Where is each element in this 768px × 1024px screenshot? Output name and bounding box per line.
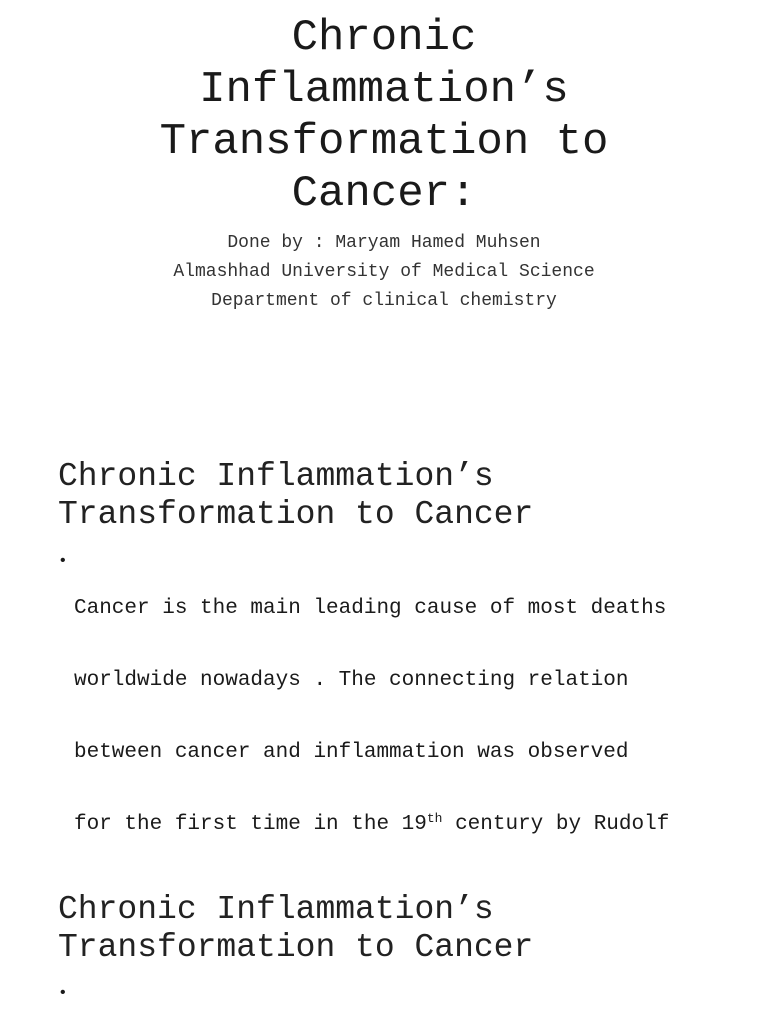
department-line: Department of clinical chemistry bbox=[211, 291, 557, 311]
bullet-line-part: for the first time in the 19 bbox=[74, 813, 427, 836]
content-slide bbox=[0, 860, 768, 1024]
presentation-subtitle bbox=[84, 229, 684, 316]
university-line: Almashhad University of Medical Science bbox=[173, 262, 595, 282]
bullet-marker: • bbox=[58, 984, 68, 1002]
bullet-marker: • bbox=[58, 552, 68, 570]
heading-line: Transformation to Cancer bbox=[58, 929, 534, 966]
heading-line: Chronic Inflammation’s bbox=[58, 458, 494, 495]
author-line: Done by : Maryam Hamed Muhsen bbox=[227, 233, 541, 253]
bullet-text bbox=[74, 981, 738, 1024]
bullet-line: between cancer and inflammation was observed bbox=[74, 741, 629, 764]
content-slide bbox=[0, 430, 768, 860]
bullet-line: Cancer is the main leading cause of most deaths bbox=[74, 597, 667, 620]
title-line: Cancer: bbox=[291, 169, 477, 219]
title-line: Transformation to bbox=[159, 117, 609, 167]
bullet-item bbox=[58, 981, 738, 1024]
title-line: Chronic bbox=[291, 13, 477, 63]
ordinal-superscript: th bbox=[426, 811, 443, 826]
bullet-line bbox=[74, 813, 738, 837]
title-slide bbox=[0, 0, 768, 430]
bullet-item bbox=[58, 549, 738, 860]
bullet-line: worldwide nowadays . The connecting relation bbox=[74, 669, 629, 692]
bullet-text bbox=[74, 549, 738, 860]
heading-line: Transformation to Cancer bbox=[58, 496, 534, 533]
slide-heading bbox=[58, 891, 533, 967]
slide-heading bbox=[58, 458, 533, 534]
heading-line: Chronic Inflammation’s bbox=[58, 891, 494, 928]
title-line: Inflammation’s bbox=[199, 65, 569, 115]
presentation-title bbox=[84, 12, 684, 220]
bullet-line-part: century by Rudolf bbox=[442, 813, 670, 836]
